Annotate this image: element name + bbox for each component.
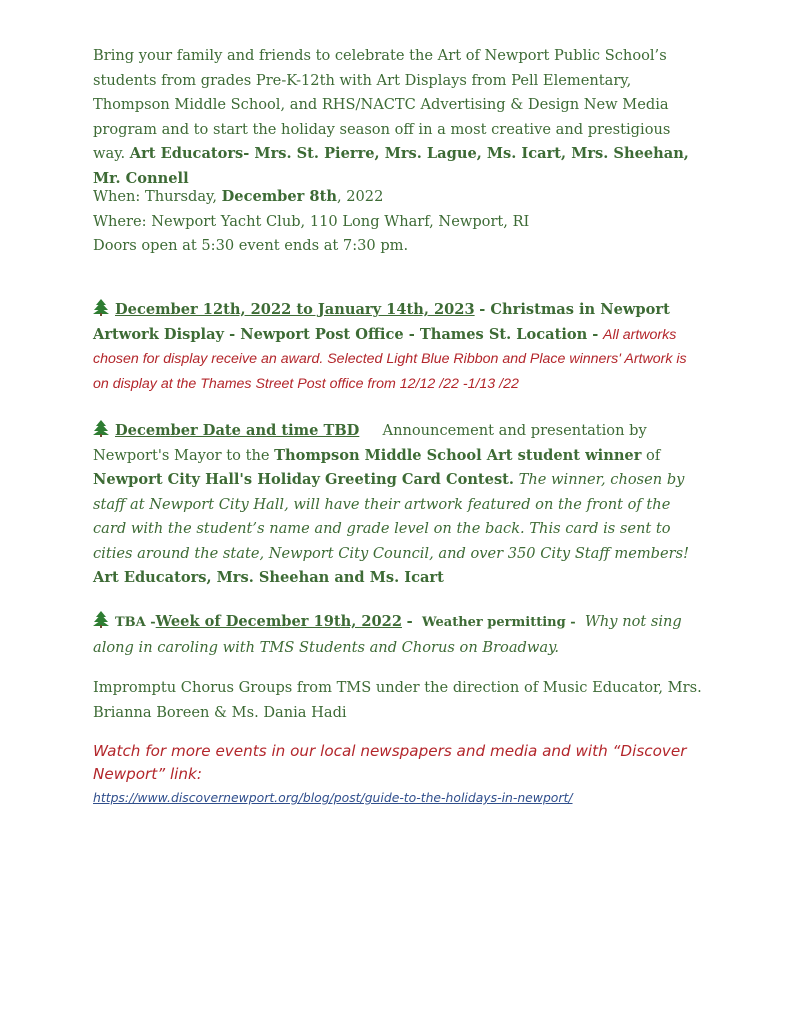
intro-text: Bring your family and friends to celebrate the Art of Newport Public School’s students from grades Pre-K-12th with Art Displays from Pell Elementary, Thompson Middle School, and RHS/NACTC Advertising & Design New Media program and to start the holiday season off in a most creative and prestigious way. <box>93 47 671 162</box>
event3-dash: - <box>406 613 413 630</box>
event2-text2: of <box>646 446 661 464</box>
event1-note: All artworks chosen for display receive an award. Selected Light Blue Ribbon and Place winners' Artwork is on display at the Thames Street Post office from 12/12 /22 -1/13 /22 <box>93 326 687 392</box>
watch-text: Watch for more events in our local newspapers and media and with “Discover Newport” link: <box>93 742 687 783</box>
event-city-hall <box>93 419 705 591</box>
chorus-paragraph: Impromptu Chorus Groups from TMS under the direction of Music Educator, Mrs. Brianna Boreen & Ms. Dania Hadi <box>93 679 702 721</box>
event3-dates: Week of December 19th, 2022 <box>155 613 402 630</box>
event2-text1: Announcement and presentation by Newport's Mayor to the <box>93 422 647 464</box>
doors-line: Doors open at 5:30 event ends at 7:30 pm. <box>93 237 409 254</box>
intro-educators: Art Educators- Mrs. St. Pierre, Mrs. Lague, Ms. Icart, Mrs. Sheehan, Mr. Connell <box>93 145 689 187</box>
event2-dates: December Date and time TBD <box>115 422 360 439</box>
when-year: , 2022 <box>336 188 384 205</box>
when-label: When: Thursday, <box>93 188 217 205</box>
event1-title: - Christmas in Newport Artwork Display - Newport Post Office - Thames St. Location - <box>93 301 670 343</box>
when-line <box>93 185 705 210</box>
discover-newport-link[interactable]: https://www.discovernewport.org/blog/post/guide-to-the-holidays-in-newport/ <box>93 790 573 805</box>
event-caroling <box>93 610 705 660</box>
event2-italic: The winner, chosen by staff at Newport City Hall, will have their artwork featured on the front of the card with the student’s name and grade level on the back. This card is sent to cities around the state, Newport City Council, and over 350 City Staff members! <box>93 471 689 562</box>
christmas-tree-icon <box>93 419 115 444</box>
event2-educators: Art Educators, Mrs. Sheehan and Ms. Icart <box>93 569 444 586</box>
event3-prefix: TBA - <box>115 615 156 630</box>
event2-bold2: Newport City Hall's Holiday Greeting Card Contest. <box>93 471 514 488</box>
when-date: December 8th <box>221 188 337 205</box>
where-line: Where: Newport Yacht Club, 110 Long Wharf, Newport, RI <box>93 212 530 230</box>
event3-weather: Weather permitting - <box>421 615 576 630</box>
christmas-tree-icon <box>93 298 115 323</box>
christmas-tree-icon <box>93 610 115 635</box>
footer <box>93 740 705 811</box>
intro-paragraph <box>93 44 705 191</box>
event1-dates: December 12th, 2022 to January 14th, 2023 <box>115 301 475 318</box>
event-details <box>93 185 705 259</box>
event3-italic: Why not sing along in caroling with TMS Students and Chorus on Broadway. <box>93 613 682 656</box>
event2-bold1: Thompson Middle School Art student winner <box>274 446 642 464</box>
event-post-office <box>93 298 705 396</box>
